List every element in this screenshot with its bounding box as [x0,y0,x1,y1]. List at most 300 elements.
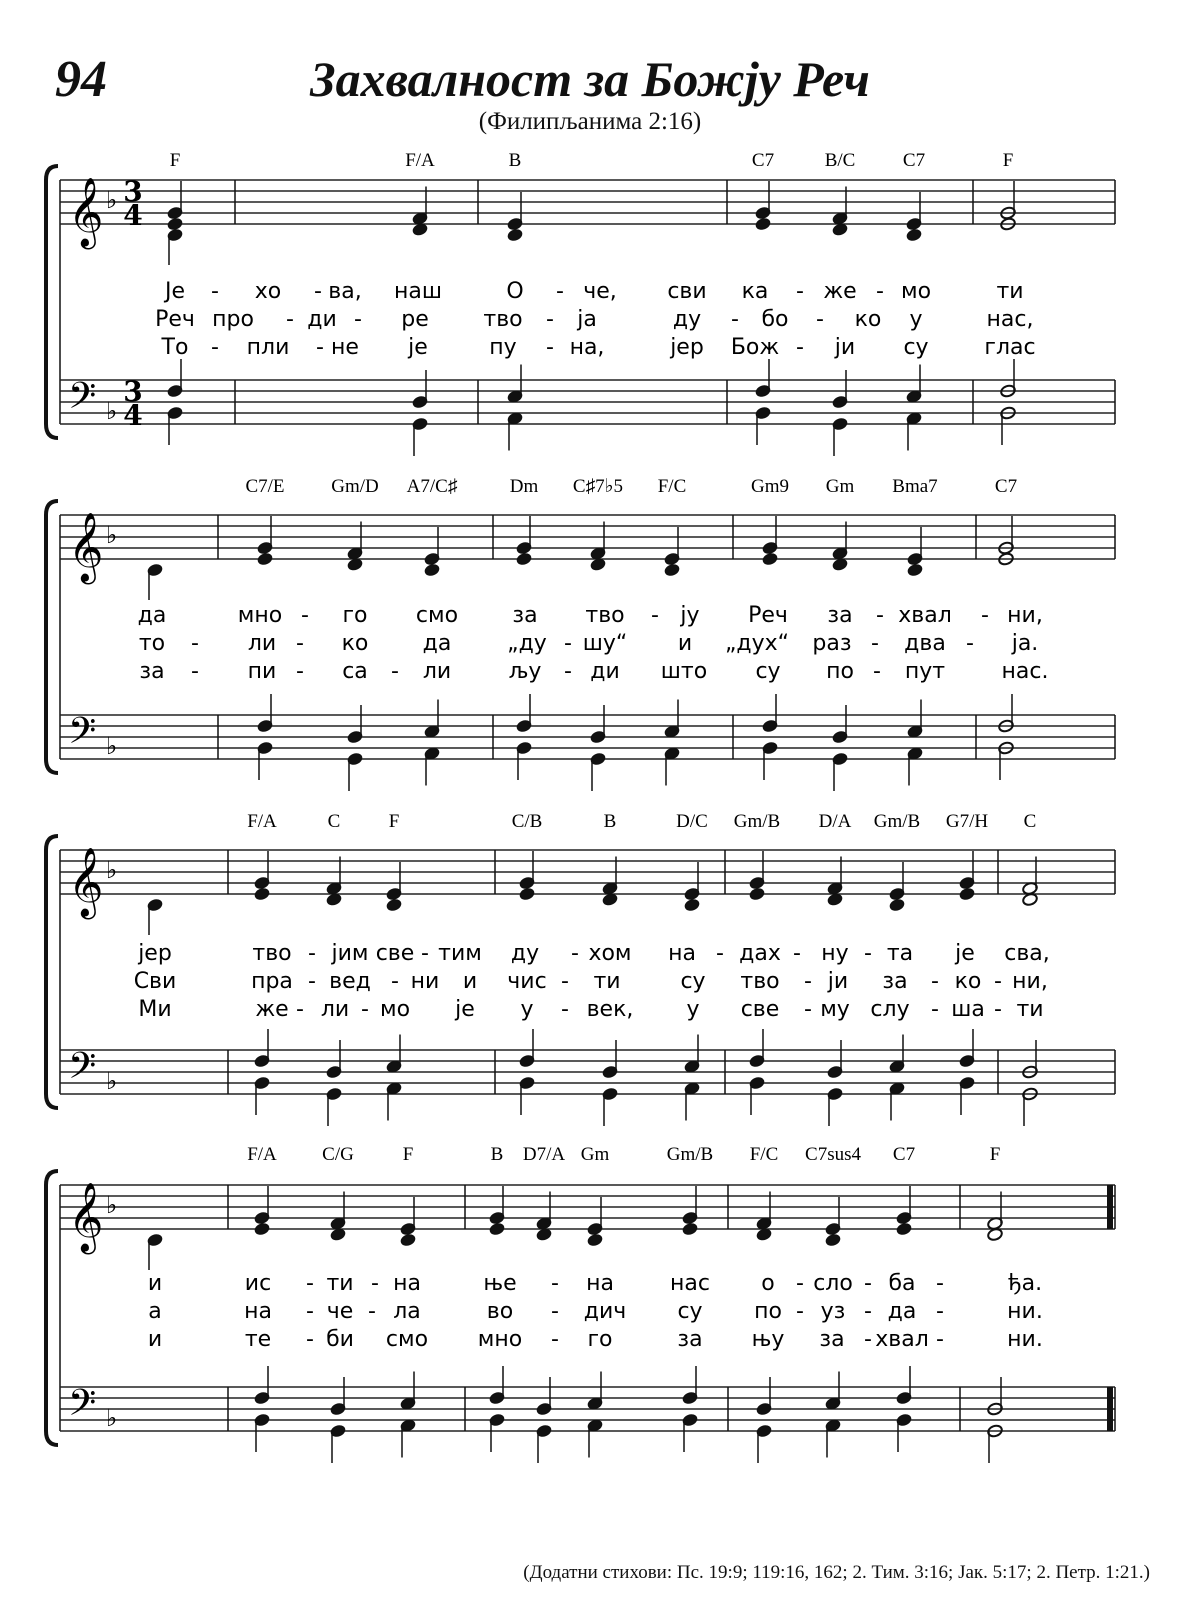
lyric-hyphen: - [551,1299,559,1324]
treble-clef-icon: 𝄞 [68,177,104,247]
chord-symbol: Dm [509,476,539,497]
lyric-syllable: ка [741,279,769,304]
chord-symbol: F/A [247,811,277,832]
lyric-syllable: О [506,279,524,304]
lyric-syllable: два [904,631,946,656]
lyric-hyphen: - [421,941,429,966]
bass-clef-icon: 𝄢 [68,1382,97,1433]
chord-symbol: F/C [749,1144,779,1165]
chord-symbol: Gm [825,476,855,497]
lyric-syllable: ђа. [1007,1271,1043,1296]
lyric-hyphen: - [551,1271,559,1296]
lyric-syllable: го [342,603,368,628]
lyric-syllable: Је [164,279,186,304]
note-head [516,552,533,566]
lyric-syllable: про [212,307,254,332]
lyric-hyphen: - [796,1271,804,1296]
lyric-syllable: нас, [986,307,1034,332]
lyric-syllable: сва, [1004,941,1050,966]
lyric-hyphen: - [804,997,812,1022]
lyric-syllable: век, [586,997,634,1022]
flat-key-signature-icon: ♭ [106,1191,118,1219]
bass-staff [60,1050,1115,1094]
lyric-syllable: јер [138,941,172,966]
lyric-syllable: нас [670,1271,710,1296]
lyric-hyphen: - [864,1327,872,1352]
chord-symbol: D/C [676,811,708,832]
lyric-hyphen: - [308,969,316,994]
chord-symbol: Gm [580,1144,610,1165]
time-signature-top: 3 [123,375,143,408]
bass-clef-icon: 𝄢 [68,710,97,761]
lyric-hyphen: - [793,941,801,966]
time-signature-bottom: 4 [123,199,143,232]
lyric-syllable: пут [904,659,946,684]
lyric-syllable: све [375,941,415,966]
chord-symbol: A7/C♯ [406,476,458,497]
lyric-syllable: су [680,969,706,994]
lyric-syllable: са [342,659,368,684]
bass-staff [60,380,1115,424]
lyric-syllable: хвал [875,1327,929,1352]
lyric-syllable: је [408,335,428,360]
note-head [587,1233,604,1247]
lyric-syllable: нас. [1001,659,1049,684]
chord-symbol: C7 [751,150,775,171]
lyric-syllable: во [486,1299,514,1324]
chord-symbol: B [508,150,522,171]
lyric-syllable: све [740,997,780,1022]
notes [147,1186,1004,1463]
lyric-syllable: глас [984,335,1036,360]
lyric-syllable: смо [415,603,459,628]
chord-symbol: F [169,150,181,171]
chord-symbol: C [327,811,341,832]
lyric-syllable: за [677,1327,703,1352]
lyric-hyphen: - [546,307,554,332]
system-3 [46,811,1115,1126]
lyric-syllable: да [137,603,167,628]
chord-symbol: F [1002,150,1014,171]
chord-symbol: F/A [405,150,435,171]
system-4 [46,1144,1115,1463]
flat-key-signature-icon: ♭ [106,732,118,760]
lyric-hyphen: - [804,969,812,994]
bass-clef-icon: 𝄢 [68,1045,97,1096]
lyric-syllable: за [827,603,853,628]
treble-staff [60,850,1115,894]
lyric-syllable: за [819,1327,845,1352]
note-head [755,217,772,231]
lyric-syllable: вед [329,969,371,994]
lyric-syllable: ну [821,941,849,966]
note-head [254,887,271,901]
lyric-syllable: ји [834,335,856,360]
lyric-syllable: и [147,1327,163,1352]
lyric-hyphen: - [876,279,884,304]
lyric-hyphen: - [191,631,199,656]
lyric-syllable: че, [583,279,617,304]
lyric-syllable: јим [331,941,369,966]
lyric-syllable: ја. [1011,631,1039,656]
system-bracket [46,836,58,1108]
chord-symbol: Gm/B [873,811,921,832]
lyric-syllable: пра [251,969,293,994]
bass-clef-icon: 𝄢 [68,375,97,426]
lyric-syllable: ни, [1012,969,1048,994]
lyric-syllable: Реч [748,603,788,628]
note-head [254,1222,271,1236]
lyric-syllable: то [138,631,166,656]
lyric-syllable: ду [672,307,702,332]
lyric-syllable: што [660,659,708,684]
note-head [386,898,403,912]
chord-symbol: Gm/B [666,1144,714,1165]
lyric-syllable: „ду [507,631,547,656]
lyric-hyphen: - [551,1327,559,1352]
lyric-syllable: дич [583,1299,627,1324]
lyric-syllable: ко [341,631,369,656]
lyric-syllable: за [139,659,165,684]
chord-symbol: F/C [657,476,687,497]
chord-symbol: B [603,811,617,832]
chord-symbol: B [490,1144,504,1165]
lyric-hyphen: - [864,1299,872,1324]
note-head [682,1222,699,1236]
chord-symbol: B/C [824,150,856,171]
flat-key-signature-icon: ♭ [106,521,118,549]
lyric-syllable: би [326,1327,354,1352]
lyric-syllable: и [147,1271,163,1296]
lyric-hyphen: - [316,335,324,360]
time-signature-top: 3 [123,175,143,208]
lyric-hyphen: - [546,335,554,360]
lyric-hyphen: - [864,1271,872,1296]
chord-symbol: G7/H [945,811,989,832]
lyric-syllable: ти [996,279,1024,304]
lyric-syllable: хом [588,941,632,966]
lyric-hyphen: - [931,997,939,1022]
lyric-syllable: смо [385,1327,429,1352]
chord-symbol: C♯7♭5 [572,476,624,497]
flat-key-signature-icon: ♭ [106,186,118,214]
lyric-hyphen: - [651,603,659,628]
lyric-hyphen: - [296,997,304,1022]
system-bracket [46,166,58,438]
note-head [664,563,681,577]
chord-symbol: F [989,1144,1001,1165]
lyric-syllable: и [462,969,478,994]
lyric-hyphen: - [371,1271,379,1296]
note-head [749,887,766,901]
chord-symbol: Bma7 [892,476,938,497]
lyric-hyphen: - [994,997,1002,1022]
lyric-syllable: у [909,307,923,332]
chord-symbol: F [388,811,400,832]
chord-symbol: C7 [892,1144,916,1165]
lyric-syllable: мо [900,279,932,304]
lyric-syllable: на [668,941,696,966]
chord-symbol: C/G [322,1144,354,1165]
lyric-hyphen: - [994,969,1002,994]
lyric-syllable: ко [954,969,982,994]
lyric-hyphen: - [296,659,304,684]
lyric-syllable: ла [393,1299,421,1324]
lyric-syllable: бо [761,307,789,332]
additional-verses: (Додатни стихови: Пс. 19:9; 119:16, 162; 2. Тим. 3:16; Јак. 5:17; 2. Петр. 1:21.) [523,1562,1150,1583]
lyric-syllable: на, [569,335,605,360]
lyric-syllable: да [887,1299,917,1324]
lyric-hyphen: - [936,1327,944,1352]
lyric-hyphen: - [936,1271,944,1296]
lyric-syllable: за [512,603,538,628]
lyric-syllable: хо [254,279,282,304]
lyric-syllable: су [755,659,781,684]
note-head [257,552,274,566]
system-1 [46,150,1115,456]
lyric-syllable: о [761,1271,775,1296]
lyric-syllable: тво [585,603,625,628]
lyric-syllable: су [903,335,929,360]
note-head [684,898,701,912]
lyric-hyphen: - [301,603,309,628]
lyric-syllable: слу [870,997,910,1022]
lyric-syllable: је [955,941,975,966]
note-head [896,1222,913,1236]
lyric-hyphen: - [306,1299,314,1324]
chord-symbol: D7/A [522,1144,566,1165]
lyric-syllable: хвал [898,603,952,628]
lyric-hyphen: - [308,941,316,966]
lyric-hyphen: - [556,279,564,304]
scripture-reference: (Филипљанима 2:16) [478,108,702,135]
lyric-syllable: сви [667,279,707,304]
note-head [825,1233,842,1247]
chord-symbol: C7/E [245,476,285,497]
lyric-syllable: ли [422,659,452,684]
lyric-hyphen: - [876,603,884,628]
lyric-syllable: мо [379,997,411,1022]
lyric-syllable: ни [410,969,440,994]
note-head [519,887,536,901]
lyric-syllable: ду [510,941,540,966]
lyric-syllable: мно [237,603,283,628]
lyric-syllable: тво [252,941,292,966]
flat-key-signature-icon: ♭ [106,856,118,884]
treble-clef-icon: 𝄞 [68,512,104,582]
lyric-hyphen: - [354,307,362,332]
lyric-syllable: ли [247,631,277,656]
treble-staff [60,1185,1115,1229]
lyric-syllable: а [148,1299,162,1324]
chord-symbol: C7sus4 [805,1144,861,1165]
lyric-syllable: же [255,997,289,1022]
lyric-syllable: ју [680,603,700,628]
lyric-hyphen: - [564,631,572,656]
flat-key-signature-icon: ♭ [106,1404,118,1432]
lyric-syllable: те [244,1327,272,1352]
lyric-hyphen: - [931,969,939,994]
lyric-syllable: ни. [1007,1327,1043,1352]
chord-symbol: Gm/D [331,476,379,497]
lyric-hyphen: - [306,1271,314,1296]
lyric-syllable: и [677,631,693,656]
lyric-syllable: ли [320,997,350,1022]
lyric-syllable: сло [813,1271,853,1296]
lyric-hyphen: - [296,631,304,656]
lyric-syllable: Бож [730,335,780,360]
song-title: Захвалност за Божју Реч [310,51,870,107]
system-2 [46,476,1115,791]
lyric-syllable: тим [438,941,482,966]
lyric-syllable: су [677,1299,703,1324]
lyric-syllable: ша [951,997,985,1022]
lyric-hyphen: - [561,997,569,1022]
lyric-syllable: за [882,969,908,994]
treble-clef-icon: 𝄞 [68,847,104,917]
lyric-syllable: наш [394,279,442,304]
system-bracket [46,1171,58,1445]
lyric-syllable: љу [508,659,542,684]
lyric-syllable: ја [577,307,597,332]
chord-symbol: C7 [902,150,926,171]
lyric-syllable: го [587,1327,613,1352]
note-head [507,228,524,242]
lyric-hyphen: - [571,941,579,966]
note-head [762,552,779,566]
chord-symbol: D/A [818,811,852,832]
lyric-hyphen: - [796,279,804,304]
lyric-syllable: ис [244,1271,272,1296]
lyric-syllable: ре [401,307,429,332]
lyric-syllable: по [826,659,854,684]
lyric-syllable: ва, [328,279,362,304]
lyric-syllable: јер [670,335,704,360]
lyric-syllable: не [331,335,359,360]
lyric-syllable: ти [326,1271,354,1296]
lyric-hyphen: - [391,659,399,684]
chord-symbol: F/A [247,1144,277,1165]
lyric-hyphen: - [716,941,724,966]
flat-key-signature-icon: ♭ [106,397,118,425]
notes [147,516,1015,791]
lyric-syllable: пу [489,335,517,360]
lyric-syllable: у [686,997,700,1022]
note-head [489,1222,506,1236]
lyric-syllable: ба [888,1271,916,1296]
lyric-syllable: ји [827,969,849,994]
lyric-syllable: у [520,997,534,1022]
note-head [400,1233,417,1247]
lyric-syllable: пи [247,659,277,684]
lyric-hyphen: - [211,279,219,304]
lyric-syllable: ни. [1007,1299,1043,1324]
treble-clef-icon: 𝄞 [68,1182,104,1252]
lyric-syllable: да [422,631,452,656]
note-head [959,887,976,901]
system-bracket [46,501,58,773]
chord-symbol: Gm9 [751,476,789,497]
lyric-hyphen: - [796,1299,804,1324]
note-head [167,217,184,231]
lyric-syllable: њу [751,1327,785,1352]
lyric-syllable: та [886,941,914,966]
lyric-syllable: на [393,1271,421,1296]
lyric-hyphen: - [936,1299,944,1324]
lyric-hyphen: - [286,307,294,332]
treble-staff [60,180,1115,224]
note-head [906,228,923,242]
time-signature-bottom: 4 [123,399,143,432]
flat-key-signature-icon: ♭ [106,1067,118,1095]
lyric-syllable: је [455,997,475,1022]
lyric-syllable: же [823,279,857,304]
lyric-hyphen: - [368,1299,376,1324]
chord-symbol: Gm/B [733,811,781,832]
lyric-hyphen: - [871,631,879,656]
lyric-hyphen: - [796,335,804,360]
lyric-hyphen: - [211,335,219,360]
lyric-syllable: тво [740,969,780,994]
lyric-hyphen: - [564,659,572,684]
lyric-syllable: ни, [1007,603,1043,628]
lyric-hyphen: - [314,279,322,304]
note-head [907,563,924,577]
lyric-syllable: ти [593,969,621,994]
chord-symbol: C7 [994,476,1018,497]
chord-symbol: C [1023,811,1037,832]
lyric-syllable: ди [307,307,337,332]
note-head [889,898,906,912]
song-number: 94 [55,51,107,108]
lyric-syllable: ко [854,307,882,332]
chord-symbol: C/B [511,811,543,832]
lyric-syllable: Ми [138,997,172,1022]
lyric-syllable: ти [1016,997,1044,1022]
lyric-syllable: на [586,1271,614,1296]
lyric-syllable: мно [477,1327,523,1352]
lyric-syllable: Сви [133,969,177,994]
lyric-syllable: Реч [155,307,195,332]
lyric-syllable: уз [820,1299,846,1324]
lyric-syllable: че [326,1299,354,1324]
lyric-syllable: ди [590,659,620,684]
chord-symbol: F [402,1144,414,1165]
lyric-syllable: му [820,997,850,1022]
lyric-syllable: То [161,335,189,360]
lyric-syllable: дах [739,941,781,966]
lyric-hyphen: - [306,1327,314,1352]
lyric-hyphen: - [966,631,974,656]
lyric-hyphen: - [191,659,199,684]
lyric-hyphen: - [361,997,369,1022]
lyric-hyphen: - [873,659,881,684]
lyric-syllable: шу“ [582,631,628,656]
lyric-syllable: на [244,1299,272,1324]
lyric-hyphen: - [816,307,824,332]
note-head [424,563,441,577]
lyric-hyphen: - [981,603,989,628]
lyric-syllable: тво [483,307,523,332]
lyric-syllable: „дух“ [724,631,790,656]
lyric-hyphen: - [864,941,872,966]
lyric-syllable: чис [507,969,547,994]
lyric-syllable: раз [812,631,852,656]
lyric-syllable: по [754,1299,782,1324]
lyric-hyphen: - [561,969,569,994]
lyric-syllable: пли [246,335,290,360]
lyric-hyphen: - [731,307,739,332]
